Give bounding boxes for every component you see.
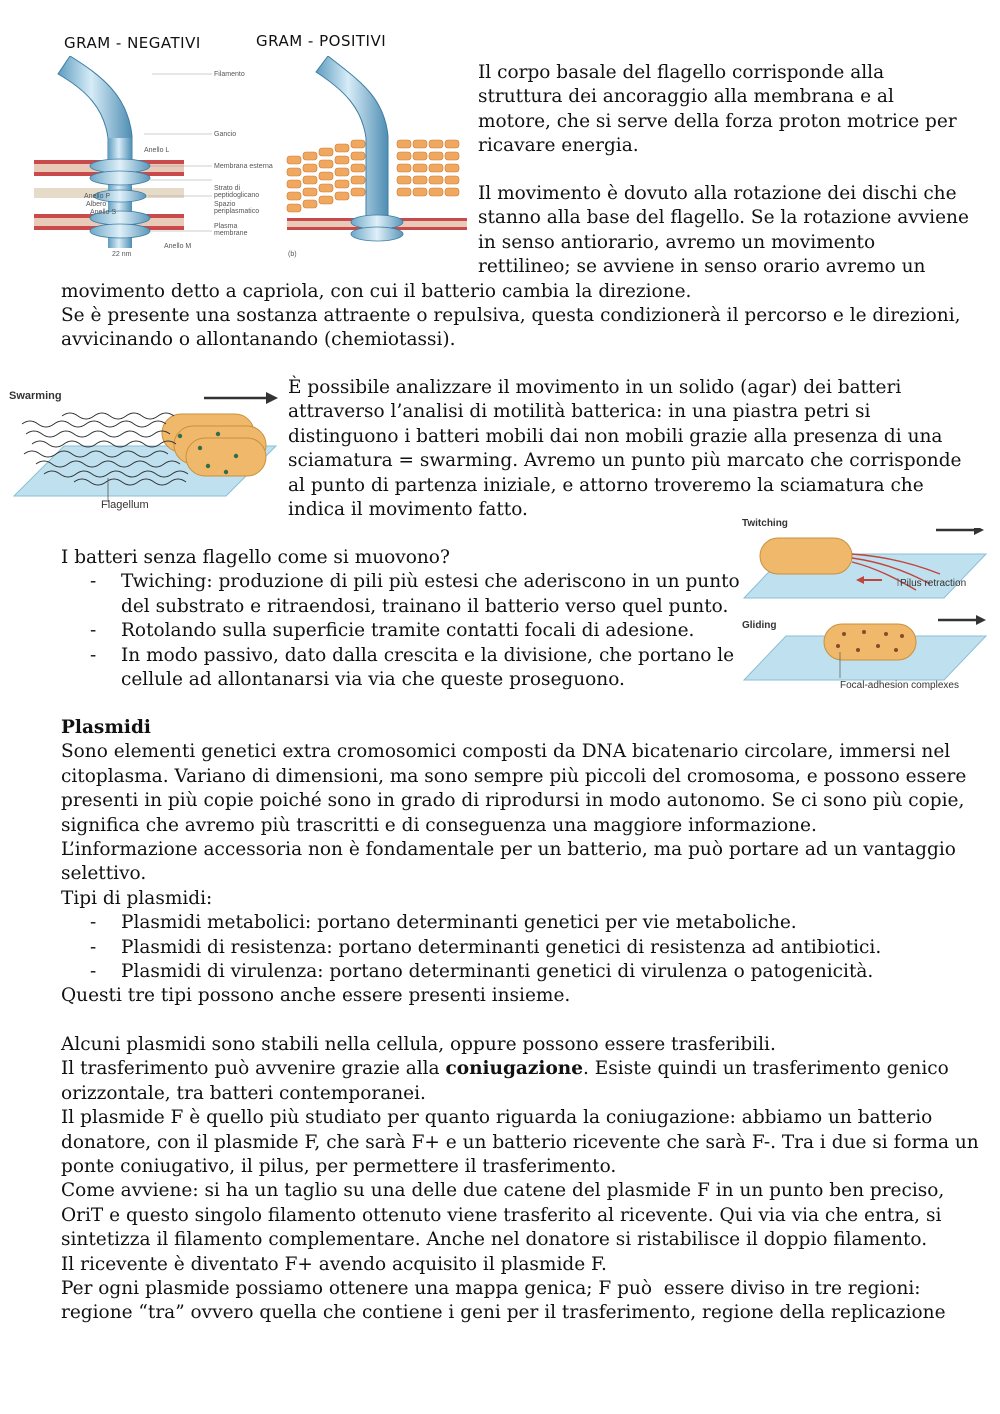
motility-paragraph-line: sciamatura = swarming. Avremo un punto più marcato che corrisponde xyxy=(288,450,962,472)
plasmid-type-item: Plasmidi di virulenza: portano determinanti genetici di virulenza o patogenicità. xyxy=(121,961,874,982)
movement-question: I batteri senza flagello come si muovono? xyxy=(61,547,450,568)
conjugation-line: Alcuni plasmidi sono stabili nella cellula, oppure possono essere trasferibili. xyxy=(61,1034,776,1055)
motility-paragraph-line: distinguono i batteri mobili dai non mobili grazie alla presenza di una xyxy=(288,425,943,447)
list-dash: - xyxy=(90,936,97,958)
conjugation-line: Per ogni plasmide possiamo ottenere una mappa genica; F può essere diviso in tre regioni: xyxy=(61,1278,921,1299)
rotation-paragraph-line: stanno alla base del flagello. Se la rotazione avviene xyxy=(478,207,969,229)
basal-body-paragraph-line: struttura dei ancoraggio alla membrana e al xyxy=(478,86,894,108)
svg-text:(b): (b) xyxy=(288,251,297,258)
chemotaxis-line: Se è presente una sostanza attraente o repulsiva, questa condizionerà il percorso e le direzioni, xyxy=(61,305,961,326)
plasmidi-line: significa che avremo più trascritti e di conseguenza una maggiore informazione. xyxy=(61,814,817,836)
list-dash: - xyxy=(90,961,97,982)
chemotaxis-line: avvicinando o allontanando (chemiotassi). xyxy=(61,329,456,351)
svg-text:periplasmatico: periplasmatico xyxy=(214,208,260,215)
gram-positive-label: GRAM - POSITIVI xyxy=(256,32,387,50)
twitching-caption: Pilus retraction xyxy=(900,578,967,589)
swarming-caption: Flagellum xyxy=(101,499,149,511)
rotation-paragraph-line: movimento detto a capriola, con cui il batterio cambia la direzione. xyxy=(61,280,692,302)
list-dash: - xyxy=(90,620,97,642)
conjugation-line: orizzontale, tra batteri contemporanei. xyxy=(61,1082,426,1104)
svg-text:membrane: membrane xyxy=(214,230,248,237)
plasmid-type-item: Plasmidi di resistenza: portano determinanti genetici di resistenza ad antibiotici. xyxy=(121,936,882,958)
motility-paragraph-line: indica il movimento fatto. xyxy=(288,499,528,520)
plasmid-type-item: Plasmidi metabolici: portano determinanti genetici per vie metaboliche. xyxy=(121,912,797,934)
svg-text:Gancio: Gancio xyxy=(214,131,237,138)
svg-text:Anello S: Anello S xyxy=(90,209,117,216)
plasmid-types-note: Questi tre tipi possono anche essere presenti insieme. xyxy=(61,985,571,1007)
motility-paragraph-line: attraverso l’analisi di motilità batterica: in una piastra petri si xyxy=(288,401,871,423)
plasmidi-line: Tipi di plasmidi: xyxy=(61,887,213,909)
plasmidi-line: presenti in più copie poiché sono in grado di riprodursi in modo autonomo. Se ci sono più copie, xyxy=(61,790,965,812)
twitching-figure xyxy=(740,528,990,608)
plasmidi-line: Sono elementi genetici extra cromosomici composti da DNA bicatenario circolare, immersi nel xyxy=(61,741,951,763)
list-item: del substrato e ritraendosi, trainano il batterio verso quel punto. xyxy=(121,595,729,617)
rotation-paragraph-line: rettilineo; se avviene in senso orario avremo un xyxy=(478,256,926,278)
svg-text:Anello L: Anello L xyxy=(144,147,170,154)
svg-text:Membrana esterna: Membrana esterna xyxy=(214,163,273,170)
swarming-title: Swarming xyxy=(9,390,62,402)
gliding-caption: Focal-adhesion complexes xyxy=(840,680,959,691)
svg-text:22 nm: 22 nm xyxy=(112,251,132,258)
plasmidi-line: L’informazione accessoria non è fondamentale per un batterio, ma può portare ad un vantaggio xyxy=(61,839,956,860)
twitching-title: Twitching xyxy=(742,518,788,529)
svg-text:Spazio: Spazio xyxy=(214,201,236,208)
conjugation-bold: coniugazione xyxy=(445,1058,584,1080)
basal-body-paragraph-line: Il corpo basale del flagello corrisponde alla xyxy=(478,62,885,83)
conjugation-line: Come avviene: si ha un taglio su una delle due catene del plasmide F in un punto ben preciso, xyxy=(61,1180,945,1202)
svg-text:Strato di: Strato di xyxy=(214,185,241,192)
conjugation-line: Il ricevente è diventato F+ avendo acquisito il plasmide F. xyxy=(61,1253,607,1275)
motility-paragraph-line: al punto di partenza iniziale, e attorno troveremo la sciamatura che xyxy=(288,474,924,496)
svg-text:Anello P: Anello P xyxy=(84,193,111,200)
list-item: Twiching: produzione di pili più estesi che aderiscono in un punto xyxy=(121,571,740,593)
svg-text:peptidoglicano: peptidoglicano xyxy=(214,192,260,199)
svg-text:Albero: Albero xyxy=(86,201,107,208)
conjugation-text: . Esiste quindi un trasferimento genico xyxy=(583,1058,949,1080)
svg-text:Anello M: Anello M xyxy=(164,243,192,250)
list-dash: - xyxy=(90,644,97,666)
conjugation-line: regione “tra” ovvero quella che contiene i geni per il trasferimento, regione della replicazione xyxy=(61,1302,946,1324)
gliding-title: Gliding xyxy=(742,620,777,631)
rotation-paragraph-line: Il movimento è dovuto alla rotazione dei dischi che xyxy=(478,183,957,204)
gram-negative-label: GRAM - NEGATIVI xyxy=(64,34,201,52)
basal-body-paragraph-line: ricavare energia. xyxy=(478,135,639,157)
plasmidi-line: citoplasma. Variano di dimensioni, ma sono sempre più piccoli del cromosoma, e possono essere xyxy=(61,765,967,787)
list-item: In modo passivo, dato dalla crescita e la divisione, che portano le xyxy=(121,644,735,666)
svg-text:Filamento: Filamento xyxy=(214,71,245,78)
conjugation-line: OriT e questo singolo filamento ottenuto viene trasferito al ricevente. Qui via via che entra, si xyxy=(61,1204,942,1226)
svg-text:Plasma: Plasma xyxy=(214,223,238,230)
conjugation-line: ponte coniugativo, il pilus, per permettere il trasferimento. xyxy=(61,1156,617,1177)
swarming-figure xyxy=(4,386,284,516)
list-dash: - xyxy=(90,912,97,934)
conjugation-line: sintetizza il filamento complementare. Anche nel donatore si ristabilisce il doppio filamento. xyxy=(61,1229,928,1251)
conjugation-line: donatore, con il plasmide F, che sarà F+ e un batterio ricevente che sarà F-. Tra i due si forma un xyxy=(61,1131,979,1153)
list-dash: - xyxy=(90,571,97,593)
conjugation-text: Il trasferimento può avvenire grazie alla xyxy=(61,1058,446,1080)
conjugation-line: Il plasmide F è quello più studiato per quanto riguarda la coniugazione: abbiamo un batterio xyxy=(61,1107,933,1129)
motility-paragraph-line: È possibile analizzare il movimento in un solido (agar) dei batteri xyxy=(288,377,902,398)
rotation-paragraph-line: in senso antiorario, avremo un movimento xyxy=(478,231,876,253)
basal-body-paragraph-line: motore, che si serve della forza proton motrice per xyxy=(478,110,957,132)
conjugation-line xyxy=(61,1057,949,1081)
flagellum-figure xyxy=(32,56,472,266)
gliding-figure xyxy=(740,614,990,686)
list-item: Rotolando sulla superficie tramite contatti focali di adesione. xyxy=(121,620,695,642)
list-item: cellule ad allontanarsi via via che queste proseguono. xyxy=(121,669,625,690)
plasmidi-line: selettivo. xyxy=(61,863,147,885)
plasmidi-heading: Plasmidi xyxy=(61,717,151,738)
